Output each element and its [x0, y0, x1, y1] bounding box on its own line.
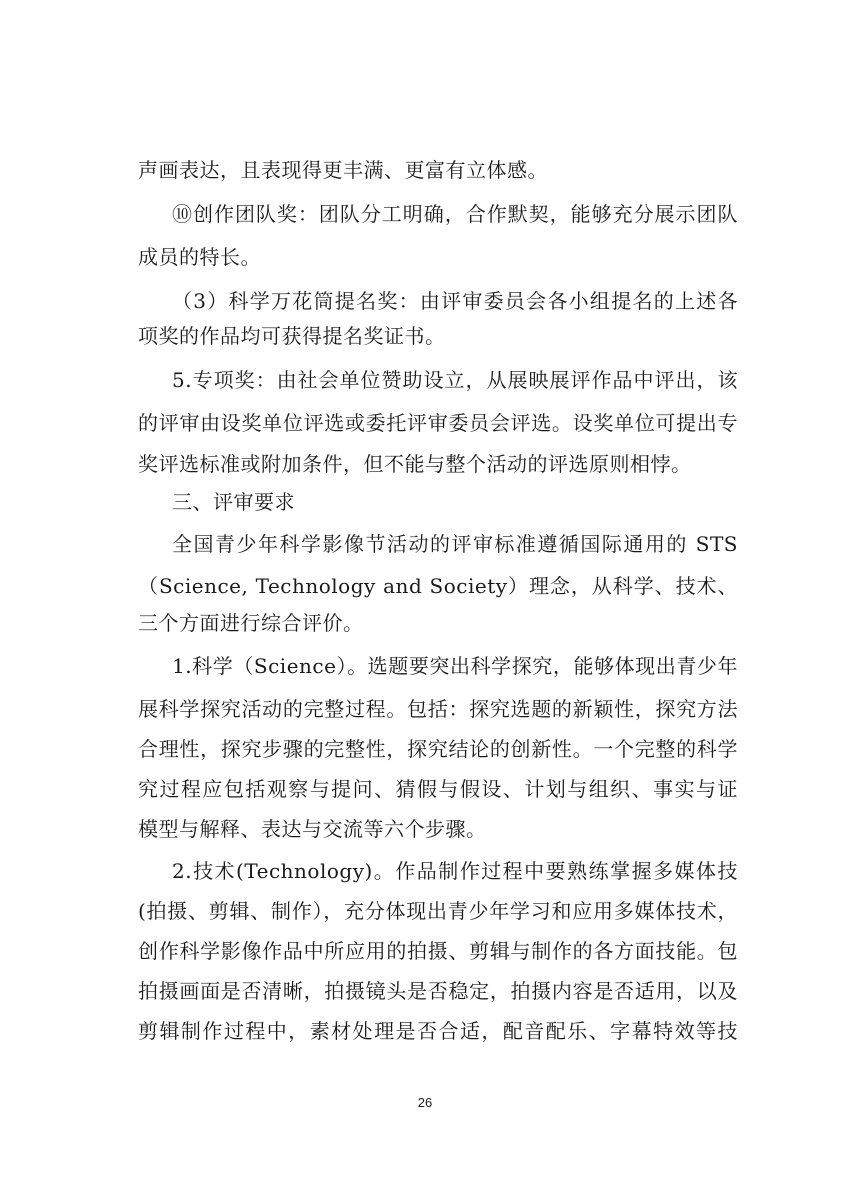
body-line: 声画表达，且表现得更丰满、更富有立体感。: [138, 158, 548, 182]
body-line: 究过程应包括观察与提问、猜假与假设、计划与组织、事实与证: [138, 777, 738, 801]
body-line: 合理性，探究步骤的完整性，探究结论的创新性。一个完整的科学: [138, 737, 738, 761]
body-line: 三个方面进行综合评价。: [138, 611, 364, 635]
body-line: 模型与解释、表达与交流等六个步骤。: [138, 817, 487, 841]
section-heading: 三、评审要求: [172, 490, 295, 514]
body-line: 展科学探究活动的完整过程。包括：探究选题的新颖性，探究方法: [138, 697, 738, 721]
body-line: 5.专项奖：由社会单位赞助设立，从展映展评作品中评出，该: [172, 368, 738, 392]
body-line: 1.科学（Science）。选题要突出科学探究，能够体现出青少年: [172, 654, 738, 678]
body-line: ⑩创作团队奖：团队分工明确，合作默契，能够充分展示团队: [172, 202, 738, 226]
body-line: （Science, Technology and Society）理念，从科学、技术、: [138, 574, 738, 598]
body-line: 创作科学影像作品中所应用的拍摄、剪辑与制作的各方面技能。包: [138, 939, 738, 963]
body-line: 项奖的作品均可获得提名奖证书。: [138, 324, 446, 348]
body-line: 的评审由设奖单位评选或委托评审委员会评选。设奖单位可提出专: [138, 411, 738, 435]
body-line: (拍摄、剪辑、制作），充分体现出青少年学习和应用多媒体技术，: [138, 899, 738, 923]
body-line: （3）科学万花筒提名奖：由评审委员会各小组提名的上述各: [172, 289, 738, 313]
body-line: 2.技术(Technology)。作品制作过程中要熟练掌握多媒体技: [172, 859, 738, 883]
body-line: 剪辑制作过程中，素材处理是否合适，配音配乐、字幕特效等技: [138, 1019, 738, 1043]
body-line: 全国青少年科学影像节活动的评审标准遵循国际通用的 STS: [172, 532, 738, 556]
page-number: 26: [417, 1095, 433, 1110]
body-line: 奖评选标准或附加条件，但不能与整个活动的评选原则相悖。: [138, 452, 692, 476]
body-line: 成员的特长。: [138, 245, 261, 269]
body-line: 拍摄画面是否清晰，拍摄镜头是否稳定，拍摄内容是否适用，以及: [138, 979, 738, 1003]
